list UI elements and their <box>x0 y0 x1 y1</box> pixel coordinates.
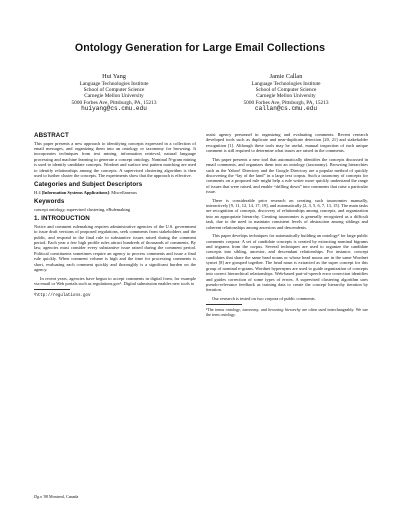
footnote-2-text: , <box>239 307 243 313</box>
footnote-2-term: ontology <box>225 307 240 313</box>
right-column <box>206 132 368 317</box>
paper-title: Ontology Generation for Large Email Collections <box>74 42 326 54</box>
right-paragraph-5: Our research is tested on two corpora of public comments. <box>212 295 316 301</box>
footnote-rule <box>34 289 70 290</box>
abstract-text: This paper presents a new approach to identifying concepts expressed in a collection of email messages, and organizing them into an ontology or taxonomy for browsing. It incorporates techniques from text mining, information retrieval, natural language processing and machine learning to generate a concept ontology. Nominal N-gram mining is used to identify candidate concepts. Wordnet and surface text pattern matching are used to identify relationships among the concepts. A supervised clustering algorithm is then used to further cluster the concepts. The experiments show that the approach is effective. <box>34 140 196 179</box>
footnote-1 <box>34 292 196 299</box>
footnote-2 <box>206 307 368 317</box>
categories-rest: : Miscellaneous <box>108 189 137 195</box>
author-dept: Language Technologies Institute <box>251 80 321 87</box>
abstract-heading: ABSTRACT <box>34 132 69 139</box>
footnote-2-term: ontology <box>220 312 235 318</box>
footnote-2-text: ²The terms <box>206 307 226 313</box>
author-university: Carnegie Mellon University <box>84 93 144 100</box>
author-block-1 <box>24 73 204 113</box>
copyright-rest: '08 Montreal, Canada <box>42 494 79 499</box>
author-school: School of Computer Science <box>83 87 145 93</box>
author-school: School of Computer Science <box>255 87 317 93</box>
author-name: Hui Yang <box>102 73 126 80</box>
footnote-2-text: , and <box>258 307 269 313</box>
footnote-2-term: taxonomy <box>242 307 259 313</box>
author-university: Carnegie Mellon University <box>256 93 316 100</box>
author-email: huiyang@cs.cmu.edu <box>81 105 147 113</box>
categories-text <box>34 190 196 195</box>
footnote-2-term: browsing hierarchy <box>268 307 301 313</box>
intro-paragraph-1: Notice and comment rulemaking requires administrative agencies of the U.S. government to issue draft versions of proposed regulations, seek comments from stakeholders and the public, and respond in the final rule to substantive issues raised during the comment period. Each year a few high profile rules attract hundreds of thousands of comments. By law, agencies must consider every substantive issue raised during the comment period. Political constituents sometimes require an agency to process comments and issue a final rule quickly. When comment volume is high and the time for processing comments is short, evaluating each comment quickly and thoroughly is a significant burden on the agency. <box>34 223 196 273</box>
right-paragraph-1: assist agency personnel in organizing and evaluating comments. Recent research developed tools such as duplicate and near-duplicate detection [20, 21] and stakeholder recognition [1]. Although these tools may be useful, manual inspection of each unique comment is still required to determine what issues are raised in the comments. <box>206 132 368 154</box>
footnote-rule <box>206 304 242 305</box>
copyright-notice <box>34 494 78 499</box>
introduction-heading: 1. INTRODUCTION <box>34 215 90 223</box>
footnote-url: http://regulations.gov <box>35 294 91 299</box>
keywords-text: concept ontology, supervised clustering, eRulemaking <box>34 206 131 212</box>
categories-bold: [Information Systems Applications] <box>41 189 109 195</box>
right-paragraph-3: There is considerable prior research on creating such taxonomies manually, interactively [9, 11, 12, 14, 17, 19], and automatically [2, 3, 5, 6, 7, 13, 15]. The main tasks are recognition of concepts, discovery of relationships among concepts, and organization into an appropriate hierarchy. Creating taxonomies is generally recognized as a difficult task, due to the need to maintain consistent levels of abstraction among siblings and coherent relationships among ancestors and descendents. <box>206 197 368 230</box>
categories-heading: Categories and Subject Descriptors <box>34 181 143 189</box>
right-paragraph-2: This paper presents a new tool that automatically identifies the concepts discussed in email comments, and organizes them into an ontology (taxonomy). Browsing hierarchies such as the Yahoo! Directory and the Google Directory are a popular method of quickly discovering the “lay of the land” in a large text corpus. Such a taxonomy of concepts for comments on a proposed rule might help a rule writer more quickly understand the range of issues that were raised, and enable “drilling down” into comments that raise a particular issue. <box>206 156 368 195</box>
author-name: Jamie Callan <box>269 73 303 80</box>
keywords-heading: Keywords <box>34 198 65 206</box>
copyright-venue: Dg.o <box>34 494 43 499</box>
left-column <box>34 130 196 299</box>
intro-paragraph-2: In recent years, agencies have begun to accept comments in digital form, for example via email or Web portals such as regulations.gov¹. Digital submission enables new tools to <box>34 275 196 287</box>
right-paragraph-4: This paper develops techniques for automatically building an ontology² for large public comments corpora. A set of candidate concepts is created by extracting nominal bigrams and trigrams from the corpus. Several techniques are used to organize the candidate concepts into sibling, ancestor, and descendant relationships. For instance, concept candidates that share the same head nouns or whose head nouns are in the same Wordnet synset [8] are grouped together. The head noun is extracted as the super concept for this group of nominal n-grams. Wordnet hypernyms are used to guide organization of concepts into correct hierarchical relationships. Web-based part-of-speech error correction identifies and guides correction of some types of errors. A supervised clustering algorithm uses pseudo-relevance feedback as training data to create the concept hierarchy iteration by iteration. <box>206 233 368 293</box>
categories-code: H.4 <box>34 189 41 195</box>
footnote-mark: ¹ <box>34 292 36 298</box>
author-email: callan@cs.cmu.edu <box>254 105 318 113</box>
author-dept: Language Technologies Institute <box>79 80 149 87</box>
author-address: 5000 Forbes Ave, Pittsburgh, PA, 15213 <box>243 99 329 106</box>
footnote-2-text: are often used interchangeably. We use the term <box>206 307 368 318</box>
author-address: 5000 Forbes Ave, Pittsburgh, PA, 15213 <box>71 99 157 106</box>
footnote-2-text: . <box>234 312 236 318</box>
author-block-2 <box>196 73 376 113</box>
